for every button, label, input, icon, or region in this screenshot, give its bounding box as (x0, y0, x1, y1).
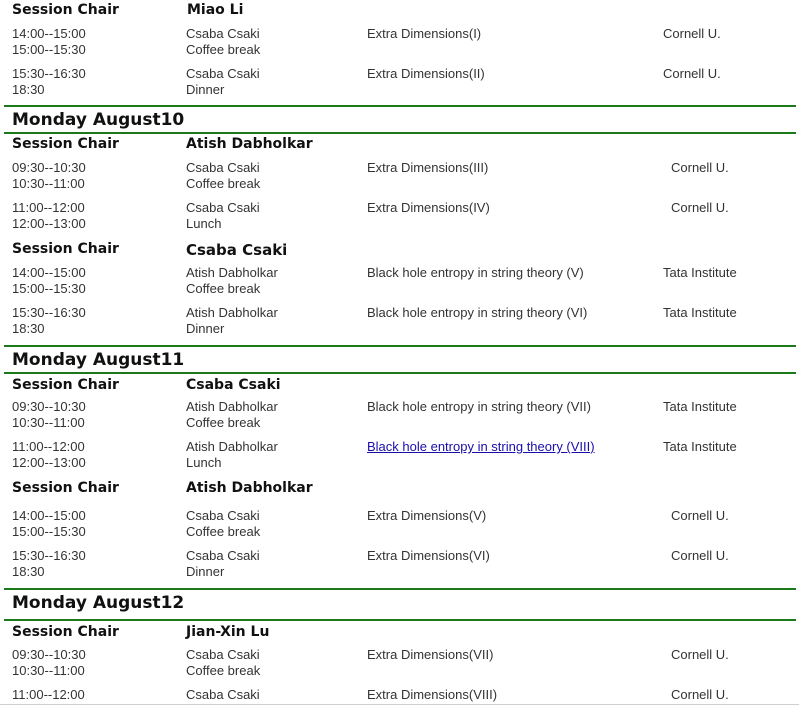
time-cell: 11:00--12:00 (12, 687, 85, 702)
institution-cell: Tata Institute (663, 439, 737, 454)
institution-cell: Cornell U. (671, 548, 729, 563)
break-cell: Coffee break (186, 524, 261, 539)
time-cell: 15:00--15:30 (12, 42, 86, 57)
time-cell: 18:30 (12, 82, 45, 97)
session-chair-name: Jian-Xin Lu (186, 624, 270, 640)
institution-cell: Tata Institute (663, 265, 737, 280)
talk-title: Black hole entropy in string theory (VII) (367, 399, 591, 414)
institution-cell: Tata Institute (663, 305, 737, 320)
institution-cell: Tata Institute (663, 399, 737, 414)
speaker-cell: Csaba Csaki (186, 66, 260, 81)
speaker-cell: Csaba Csaki (186, 548, 260, 563)
time-cell: 12:00--13:00 (12, 216, 86, 231)
speaker-cell: Csaba Csaki (186, 200, 260, 215)
talk-title: Black hole entropy in string theory (V) (367, 265, 584, 280)
break-cell: Dinner (186, 564, 225, 579)
time-cell: 15:00--15:30 (12, 524, 86, 539)
time-cell: 11:00--12:00 (12, 200, 85, 215)
session-chair-label: Session Chair (12, 2, 119, 18)
speaker-cell: Atish Dabholkar (186, 305, 278, 320)
page-bottom-edge (0, 704, 799, 705)
session-chair-label: Session Chair (12, 480, 119, 496)
time-cell: 12:00--13:00 (12, 455, 86, 470)
time-cell: 09:30--10:30 (12, 647, 86, 662)
break-cell: Coffee break (186, 281, 261, 296)
session-chair-label: Session Chair (12, 136, 119, 152)
session-chair-name: Miao Li (187, 2, 244, 18)
break-cell: Lunch (186, 455, 222, 470)
institution-cell: Cornell U. (671, 687, 729, 702)
talk-title: Extra Dimensions(IV) (367, 200, 490, 215)
day-divider (4, 372, 796, 374)
day-divider (4, 105, 796, 107)
time-cell: 14:00--15:00 (12, 265, 86, 280)
session-chair-name: Atish Dabholkar (186, 136, 313, 152)
talk-title-link[interactable]: Black hole entropy in string theory (VIII) (367, 439, 595, 454)
time-cell: 09:30--10:30 (12, 399, 86, 414)
time-cell: 18:30 (12, 564, 45, 579)
time-cell: 10:30--11:00 (12, 415, 85, 430)
break-cell: Coffee break (186, 176, 261, 191)
time-cell: 14:00--15:00 (12, 508, 86, 523)
day-divider (4, 345, 796, 347)
break-cell: Coffee break (186, 663, 261, 678)
time-cell: 11:00--12:00 (12, 439, 85, 454)
break-cell: Lunch (186, 216, 222, 231)
talk-title: Extra Dimensions(II) (367, 66, 485, 81)
talk-title: Extra Dimensions(VII) (367, 647, 494, 662)
day-heading: Monday August10 (12, 110, 185, 130)
break-cell: Dinner (186, 321, 225, 336)
break-cell: Coffee break (186, 415, 261, 430)
time-cell: 15:00--15:30 (12, 281, 86, 296)
session-chair-name: Csaba Csaki (186, 241, 288, 259)
talk-title: Extra Dimensions(VI) (367, 548, 490, 563)
time-cell: 14:00--15:00 (12, 26, 86, 41)
speaker-cell: Csaba Csaki (186, 687, 260, 702)
time-cell: 15:30--16:30 (12, 548, 86, 563)
speaker-cell: Csaba Csaki (186, 160, 260, 175)
speaker-cell: Atish Dabholkar (186, 439, 278, 454)
speaker-cell: Csaba Csaki (186, 26, 260, 41)
session-chair-label: Session Chair (12, 377, 119, 393)
talk-title: Black hole entropy in string theory (VI) (367, 305, 588, 320)
day-divider (4, 619, 796, 621)
break-cell: Coffee break (186, 42, 261, 57)
speaker-cell: Atish Dabholkar (186, 265, 278, 280)
time-cell: 15:30--16:30 (12, 305, 86, 320)
session-chair-label: Session Chair (12, 241, 119, 257)
day-divider (4, 132, 796, 134)
time-cell: 09:30--10:30 (12, 160, 86, 175)
session-chair-name: Atish Dabholkar (186, 480, 313, 496)
institution-cell: Cornell U. (663, 26, 721, 41)
speaker-cell: Atish Dabholkar (186, 399, 278, 414)
day-divider (4, 588, 796, 590)
talk-title: Extra Dimensions(I) (367, 26, 482, 41)
day-heading: Monday August12 (12, 593, 185, 613)
time-cell: 10:30--11:00 (12, 663, 85, 678)
break-cell: Dinner (186, 82, 225, 97)
day-heading: Monday August11 (12, 350, 185, 370)
speaker-cell: Csaba Csaki (186, 647, 260, 662)
institution-cell: Cornell U. (663, 66, 721, 81)
time-cell: 15:30--16:30 (12, 66, 86, 81)
talk-title: Extra Dimensions(VIII) (367, 687, 498, 702)
session-chair-label: Session Chair (12, 624, 119, 640)
talk-title: Extra Dimensions(V) (367, 508, 487, 523)
institution-cell: Cornell U. (671, 200, 729, 215)
time-cell: 18:30 (12, 321, 45, 336)
institution-cell: Cornell U. (671, 160, 729, 175)
session-chair-name: Csaba Csaki (186, 377, 281, 393)
talk-title: Extra Dimensions(III) (367, 160, 489, 175)
institution-cell: Cornell U. (671, 508, 729, 523)
time-cell: 10:30--11:00 (12, 176, 85, 191)
institution-cell: Cornell U. (671, 647, 729, 662)
speaker-cell: Csaba Csaki (186, 508, 260, 523)
